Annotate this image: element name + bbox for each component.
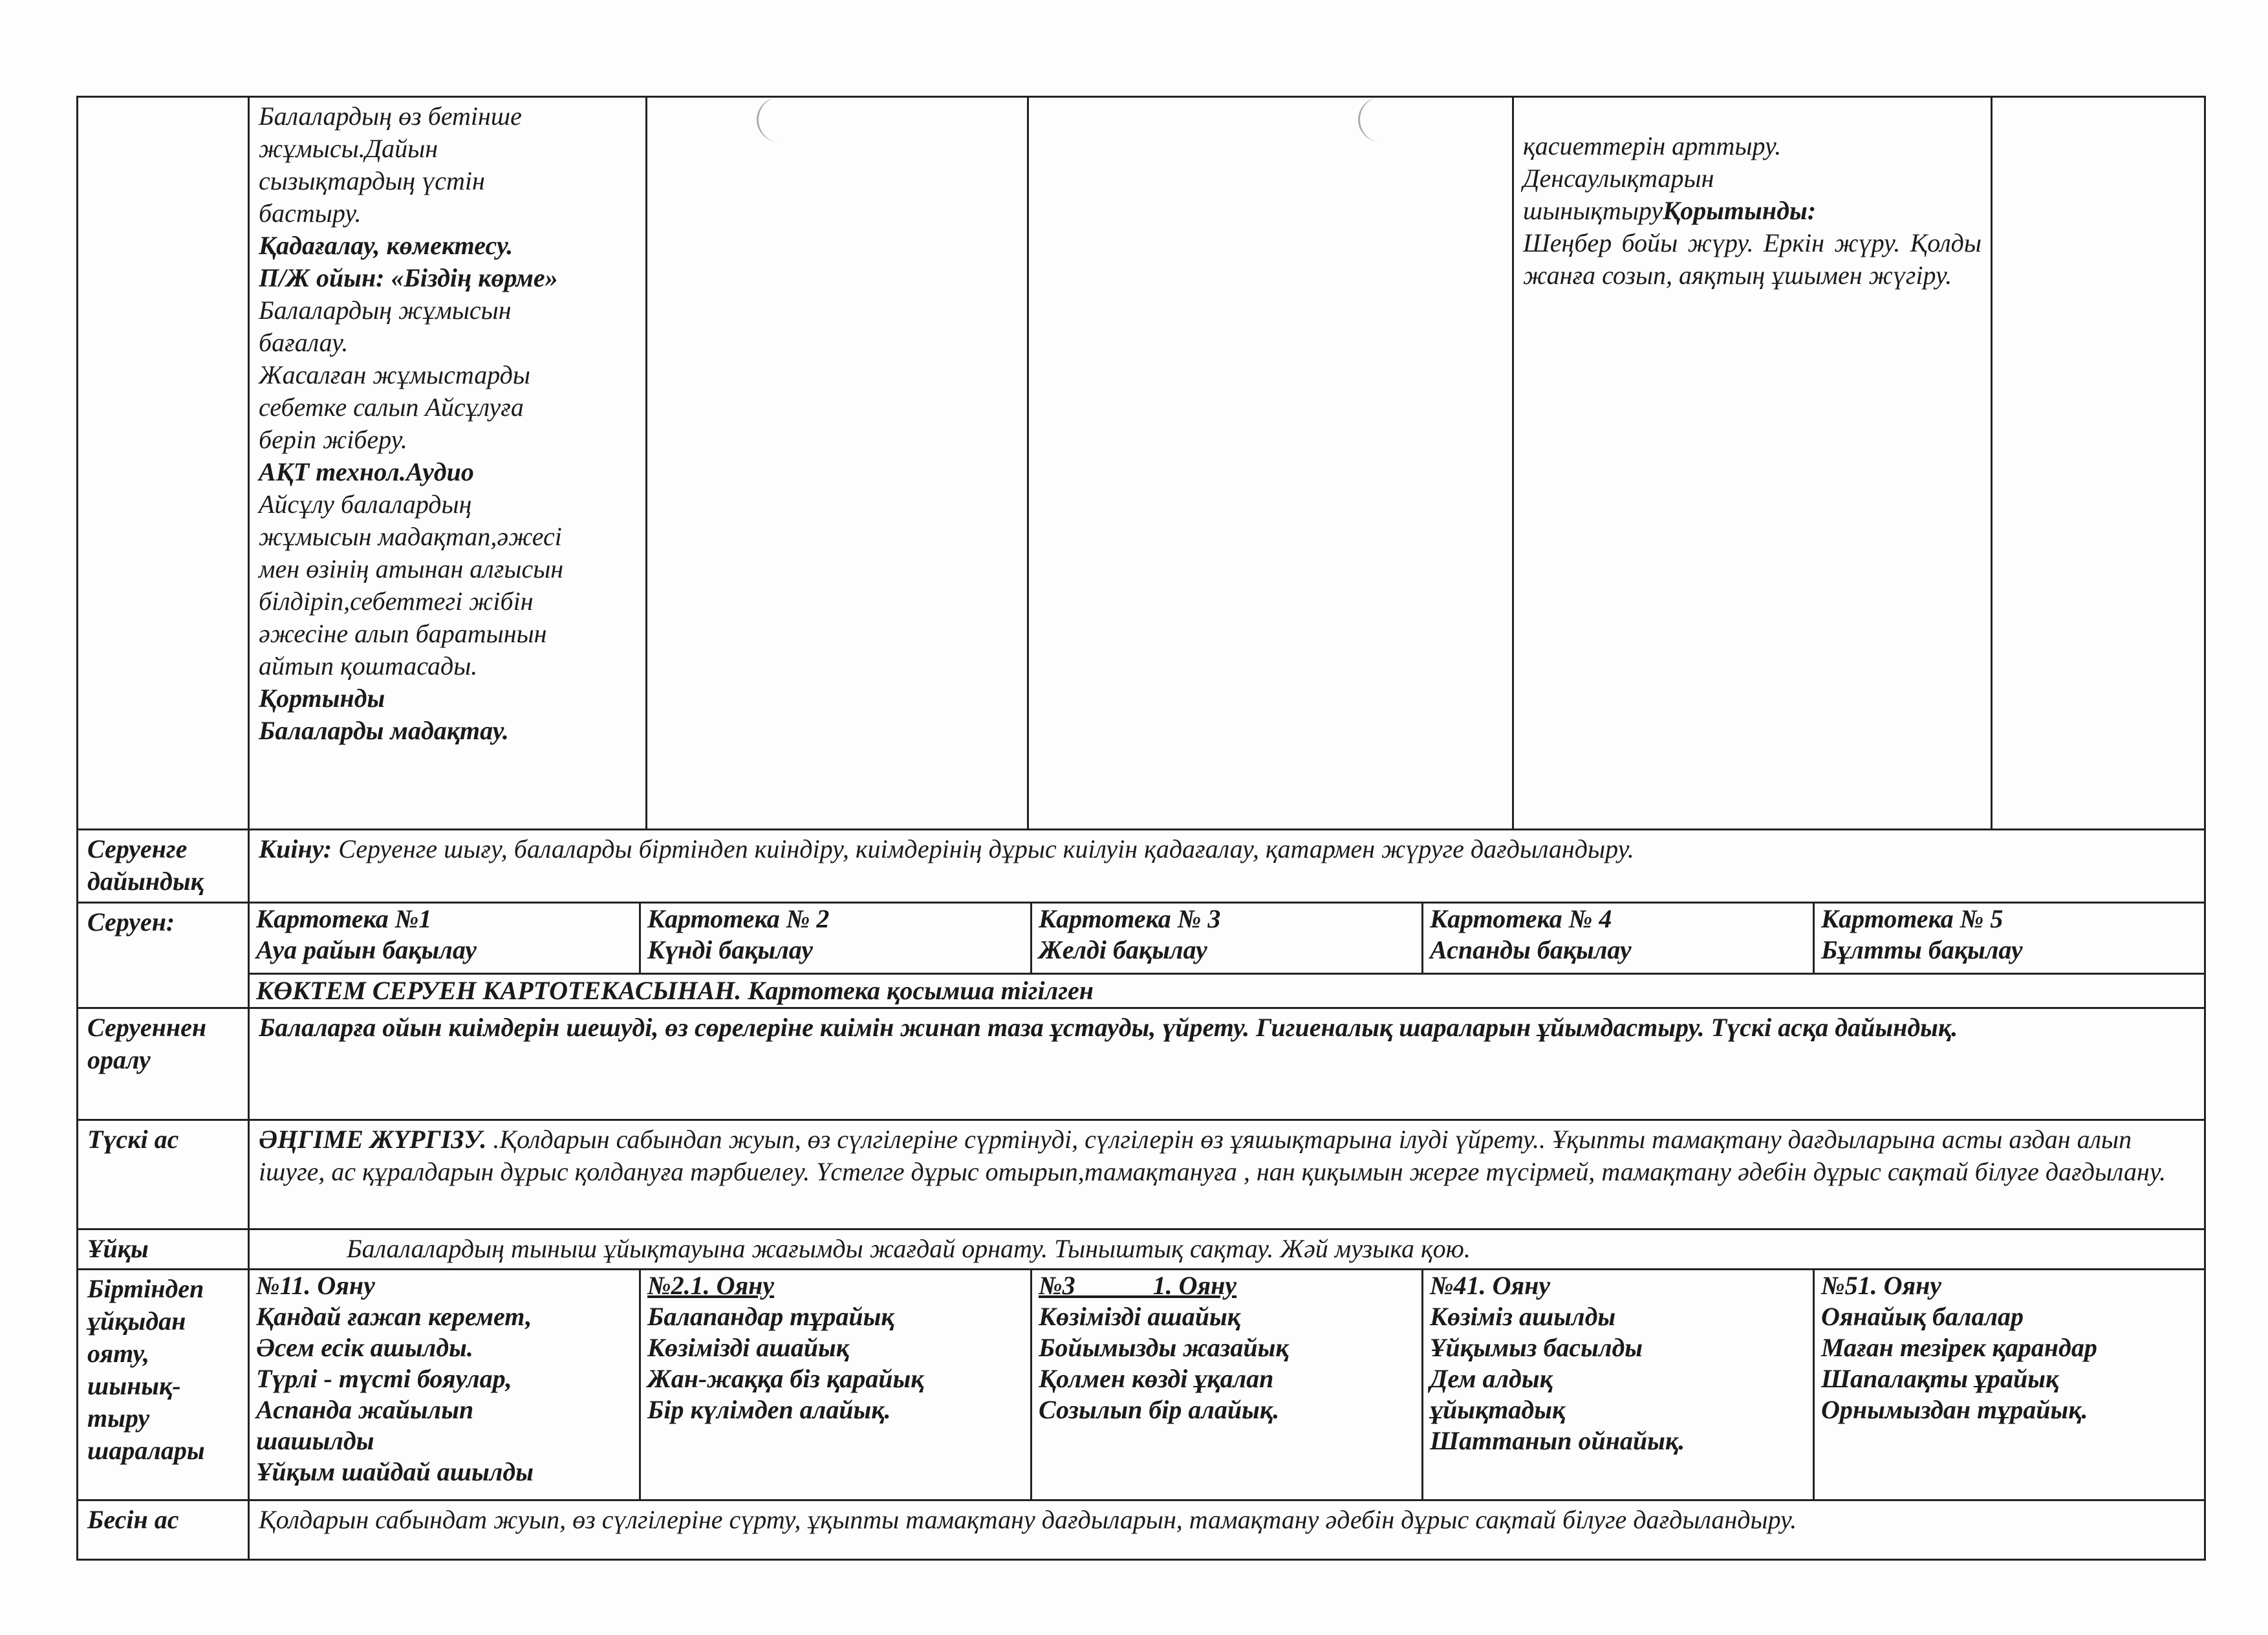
- oyanu-line: Қолмен көзді ұқалап: [1039, 1364, 1274, 1394]
- oyanu-line: Шапалақты ұрайық: [1821, 1364, 2059, 1394]
- kartoteka-subtitle: Ауа райын бақылау: [256, 935, 477, 964]
- tuski-row: [78, 1120, 2205, 1229]
- oyanu-line: Жан-жаққа біз қарайық: [647, 1364, 924, 1394]
- row-content: Балалалардың тыныш ұйықтауына жағымды жағдай орнату. Тыныштық сақтау. Жәй музыка қою.: [249, 1229, 2205, 1269]
- text-paragraph: Шеңбер бойы жүру. Еркін жүру. Қолды жанға созып, аяқтың ұшымен жүгіру.: [1523, 228, 1982, 290]
- row-label: Түскі ас: [78, 1120, 249, 1229]
- row-label: Серуен:: [78, 902, 249, 1008]
- oyatu-row: [78, 1270, 2205, 1500]
- oyanu-line: Ұйқым шайдай ашылды: [256, 1457, 534, 1487]
- row-label: Бесін ас: [78, 1500, 249, 1560]
- bold-heading: Қадағалау, көмектесу.: [259, 231, 513, 260]
- plan-table: [76, 96, 2206, 1561]
- bold-heading: Қортынды: [259, 684, 385, 713]
- kartoteka-item: [641, 904, 1032, 973]
- top-row-empty-cell: [1992, 97, 2205, 830]
- bold-heading: Киіну:: [259, 834, 332, 863]
- bold-heading: Қорытынды:: [1663, 196, 1817, 225]
- oyanu-title: №2.1. Ояну: [647, 1271, 775, 1301]
- top-row-activity-cell: [249, 97, 647, 830]
- row-content: [249, 829, 2205, 902]
- bold-heading: П/Ж ойын: «Біздің көрме»: [259, 263, 558, 292]
- oyanu-line: Әсем есік ашылды.: [256, 1333, 473, 1363]
- text-line: әжесіне алып баратынын: [259, 619, 547, 648]
- oralu-row: [78, 1008, 2205, 1120]
- oyanu-line: Түрлі - түсті бояулар,: [256, 1364, 512, 1394]
- top-row-label-cell: [78, 97, 249, 830]
- oyanu-item: [1032, 1270, 1423, 1499]
- bold-heading: ӘҢГІМЕ ЖҮРГІЗУ.: [259, 1125, 487, 1154]
- oyanu-line: Көзімізді ашайық: [647, 1333, 849, 1363]
- besin-row: [78, 1500, 2205, 1560]
- oyanu-line: Балапандар тұрайық: [647, 1302, 894, 1332]
- row-text: Серуенге шығу, балаларды біртіндеп киіндіру, киімдерінің дұрыс киілуін қадағалау, қатармен жүруге дағдыландыру.: [332, 834, 1634, 863]
- text-line: жұмысы.Дайын: [259, 134, 438, 163]
- text-line: Жасалған жұмыстарды: [259, 360, 530, 389]
- kartoteka-title: Картотека №1: [256, 904, 432, 933]
- text-line: сызықтардың үстін: [259, 166, 485, 195]
- text-line: беріп жіберу.: [259, 425, 407, 454]
- kartoteka-item: [1815, 904, 2204, 973]
- text-line: мен өзінің атынан алғысын: [259, 554, 564, 583]
- oyanu-line: Созылып бір алайық.: [1039, 1395, 1280, 1425]
- oyanu-item: [1423, 1270, 1815, 1499]
- row-label: Біртіндеп ұйқыдан ояту, шынық-тыру шаралары: [78, 1270, 249, 1500]
- oyanu-cell: [249, 1270, 2205, 1500]
- oyanu-line: Қандай ғажап керемет,: [256, 1302, 532, 1332]
- bold-heading: Балаларды мадақтау.: [259, 716, 509, 745]
- kartoteka-title: Картотека № 5: [1821, 904, 2003, 933]
- oyanu-line: Көзімізді ашайық: [1039, 1302, 1240, 1332]
- oyanu-line: ұйықтадық: [1430, 1395, 1566, 1425]
- row-label: Ұйқы: [78, 1229, 249, 1269]
- kartoteka-title: Картотека № 3: [1039, 904, 1221, 933]
- oyanu-line: Бойымызды жазайық: [1039, 1333, 1289, 1363]
- text-line: Балалардың жұмысын: [259, 296, 512, 325]
- text-line: айтып қоштасады.: [259, 651, 478, 680]
- top-row-empty-cell: [647, 97, 1028, 830]
- oyanu-line: Бір күлімдеп алайық.: [647, 1395, 891, 1425]
- kartoteka-subtitle: Бұлтты бақылау: [1821, 935, 2023, 964]
- kartoteka-item: [1032, 904, 1423, 973]
- oyanu-line: Ұйқымыз басылды: [1430, 1333, 1643, 1363]
- oyanu-line: Орнымыздан тұрайық.: [1821, 1395, 2088, 1425]
- oyanu-title: №41. Ояну: [1430, 1271, 1551, 1301]
- oyanu-line: Көзіміз ашылды: [1430, 1302, 1616, 1332]
- row-content: Қолдарын сабындат жуып, өз сүлгілеріне сүрту, ұқыпты тамақтану дағдыларын, тамақтану әдебін дұрыс сақтай білуге дағдыландыру.: [249, 1500, 2205, 1560]
- oyanu-title: №3 1. Ояну: [1039, 1271, 1237, 1301]
- oyanu-item: [1815, 1270, 2204, 1499]
- seruenge-row: [78, 829, 2205, 902]
- kartoteka-list: [250, 904, 2204, 973]
- kartoteka-title: Картотека № 2: [647, 904, 830, 933]
- row-text: .Қолдарын сабындап жуып, өз сүлгілеріне сүртінуді, сүлгілерін өз ұяшықтарына ілуді үйрету.. Ұқыпты тамақтану дағдыларына асты аздан алып ішуге, ас құралдарын дұрыс қолдануға тәрбиелеу. Үстелге дұрыс отырып,тамақтануға , нан қиқымын жерге түсірмей, тамақтану әдебін дұрыс сақтай білуге дағдылану.: [259, 1125, 2166, 1187]
- text-line: білдіріп,себеттегі жібін: [259, 587, 534, 616]
- oyanu-line: Шаттанып ойнайық.: [1430, 1426, 1685, 1456]
- oyanu-title: №11. Ояну: [256, 1271, 375, 1301]
- oyanu-item: [641, 1270, 1032, 1499]
- plan-table-container: [76, 96, 2204, 1561]
- oyanu-line: Дем алдық: [1430, 1364, 1553, 1394]
- text-line: жұмысын мадақтап,әжесі: [259, 522, 562, 551]
- oyanu-line: Оянайық балалар: [1821, 1302, 2024, 1332]
- top-row-empty-cell: [1028, 97, 1513, 830]
- oyanu-line: шашылды: [256, 1426, 374, 1456]
- oyanu-line: Маған тезірек қарандар: [1821, 1333, 2097, 1363]
- kartoteka-subtitle: Желді бақылау: [1039, 935, 1207, 964]
- kartoteka-subtitle: Аспанды бақылау: [1430, 935, 1632, 964]
- kartoteka-item: [1423, 904, 1815, 973]
- text-line: Айсұлу балалардың: [259, 490, 472, 519]
- oyanu-item: [250, 1270, 641, 1499]
- bold-heading: АҚТ технол.Аудио: [259, 457, 474, 486]
- text-line: бастыру.: [259, 199, 362, 228]
- row-content: [249, 1120, 2205, 1229]
- text-line: Денсаулықтарын: [1523, 164, 1714, 193]
- row-content: Балаларға ойын киімдерін шешуді, өз сөрелеріне киімін жинап таза ұстауды, үйрету. Гигиеналық шараларын ұйымдастыру. Түскі асқа дайындық.: [249, 1008, 2205, 1120]
- top-activity-row: [78, 97, 2205, 830]
- oyanu-list: [250, 1270, 2204, 1499]
- text-line: бағалау.: [259, 328, 349, 357]
- uiky-row: [78, 1229, 2205, 1269]
- top-row-physical-cell: [1513, 97, 1992, 830]
- kartoteka-item: [250, 904, 641, 973]
- kartoteka-footer: КӨКТЕМ СЕРУЕН КАРТОТЕКАСЫНАН. Картотека қосымша тігілген: [250, 973, 2204, 1007]
- row-label: Серуеннен оралу: [78, 1008, 249, 1120]
- oyanu-title: №51. Ояну: [1821, 1271, 1942, 1301]
- text-line: Балалардың өз бетінше: [259, 102, 522, 131]
- kartoteka-title: Картотека № 4: [1430, 904, 1612, 933]
- text-line: қасиеттерін арттыру.: [1523, 131, 1782, 160]
- text-line: [1523, 195, 1982, 227]
- row-label: Серуенге дайындық: [78, 829, 249, 902]
- seruen-row: [78, 902, 2205, 1008]
- oyanu-line: Аспанда жайылып: [256, 1395, 474, 1425]
- kartoteka-cell: [249, 902, 2205, 1008]
- kartoteka-subtitle: Күнді бақылау: [647, 935, 814, 964]
- text-line: себетке салып Айсұлуға: [259, 393, 524, 422]
- text-fragment: шынықтыру: [1523, 196, 1663, 225]
